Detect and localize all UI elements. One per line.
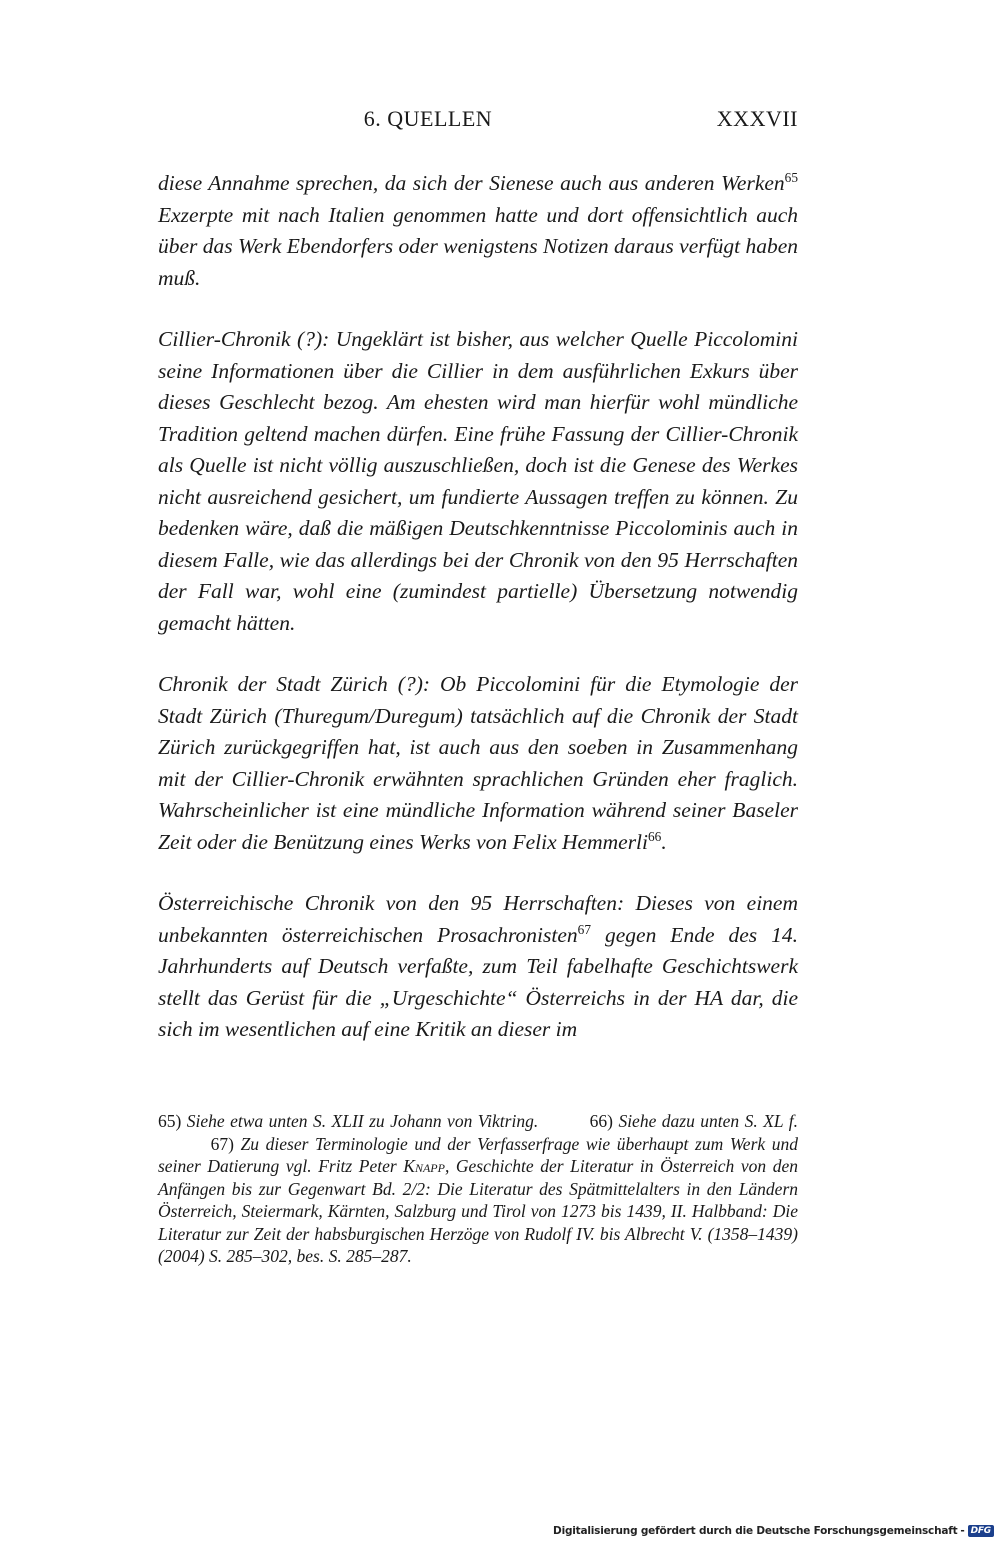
page-number: XXXVII bbox=[716, 106, 798, 131]
footnote-number-65: 65) bbox=[158, 1111, 182, 1131]
chapter-title: 6. QUELLEN bbox=[363, 106, 493, 131]
paragraph-text: diese Annahme sprechen, da sich der Sienese auch aus anderen Werken bbox=[158, 171, 785, 195]
footnote-text: Zu dieser Terminologie und der Verfasserfrage wie überhaupt zum Werk und seiner Datierung vgl. Fritz Peter bbox=[158, 1133, 799, 1176]
digitization-credit bbox=[553, 1524, 994, 1538]
paragraph-text: . bbox=[661, 829, 667, 854]
main-text bbox=[158, 168, 798, 1076]
paragraph-cillier-chronik: Cillier-Chronik (?): Ungeklärt ist bisher, aus welcher Quelle Piccolomini seine Informationen über die Cillier in dem ausführlichen Exkurs über dieses Geschlecht bezog. Am ehesten wird man hierfür wohl mündliche Tradition geltend machen dürfen. Eine frühe Fassung der Cillier-Chronik als Quelle ist nicht völlig auszuschließen, doch ist die Genese des Werkes nicht ausreichend gesichert, um fundierte Aussagen treffen zu können. Zu bedenken wäre, daß die mäßigen Deutschkenntnisse Piccolominis auch in diesem Falle, wie das allerdings bei der Chronik von den 95 Herrschaften der Fall war, wohl eine (zumindest partielle) Übersetzung notwendig gemacht hätten. bbox=[158, 327, 798, 635]
credit-text: Digitalisierung gefördert durch die Deutsche Forschungsgemeinschaft bbox=[553, 1525, 958, 1537]
paragraph-text: Exzerpte mit nach Italien genommen hatte und dort offensichtlich auch über das Werk Ebendorfers oder wenigstens Notizen daraus verfügt haben muß. bbox=[158, 202, 798, 290]
footnote-text: , Geschichte der Literatur in Österreich von den Anfängen bis zur Gegenwart Bd. 2/2: Die Literatur des Spätmittelalters in den Ländern Österreich, Steiermark, Kärnten, Salzburg und Tirol von 1273 bis 1439, II. Halbband: Die Literatur zur Zeit der habsburgischen Herzöge von Rudolf IV. bis Albrecht V. (1358–1439) (2004) S. 285–302, bes. S. 285–287. bbox=[158, 1156, 798, 1266]
footnote-text-65: Siehe etwa unten S. XLII zu Johann von Viktring. bbox=[186, 1111, 539, 1131]
footnote-ref-66[interactable]: 66 bbox=[648, 828, 662, 844]
author-name: Knapp bbox=[403, 1156, 445, 1176]
paragraph-text: Chronik der Stadt Zürich (?): Ob Piccolomini für die Etymologie der Stadt Zürich (Thuregum/Duregum) tatsächlich auf die Chronik der Stadt Zürich zurückgegriffen hat, ist auch aus den soeben in Zusammenhang mit der Cillier-Chronik erwähnten sprachlichen Gründen eher fraglich. Wahrscheinlicher ist eine mündliche Information während seiner Baseler Zeit oder die Benützung eines Werks von Felix Hemmerli bbox=[158, 672, 798, 854]
footnote-number-66: 66) bbox=[589, 1111, 613, 1131]
paragraph-chronik-zuerich bbox=[158, 669, 798, 858]
dfg-logo-icon: DFG bbox=[968, 1525, 994, 1537]
footnote-ref-67[interactable]: 67 bbox=[577, 921, 591, 937]
footnote-number-67: 67) bbox=[210, 1133, 234, 1154]
footnote-text-67 bbox=[158, 1134, 798, 1267]
paragraph-oesterreichische-chronik bbox=[158, 888, 798, 1046]
footnote-ref-65[interactable]: 65 bbox=[784, 169, 798, 185]
running-header bbox=[158, 106, 798, 138]
footnotes bbox=[158, 1110, 798, 1268]
footnote-text-66: Siehe dazu unten S. XL f. bbox=[618, 1111, 798, 1131]
paragraph-text: gegen Ende des 14. Jahrhunderts auf Deutsch verfaßte, zum Teil fabelhafte Geschichtswerk stellt das Gerüst für die „Urgeschichte“ Österreichs in der HA dar, die sich im wesentlichen auf eine Kritik an dieser im bbox=[158, 922, 798, 1041]
paragraph-1 bbox=[158, 168, 798, 294]
paragraph-text: Österreichische Chronik von den 95 Herrschaften: Dieses von einem unbekannten österreichischen Prosachronisten bbox=[158, 891, 798, 947]
credit-separator: - bbox=[960, 1525, 965, 1537]
